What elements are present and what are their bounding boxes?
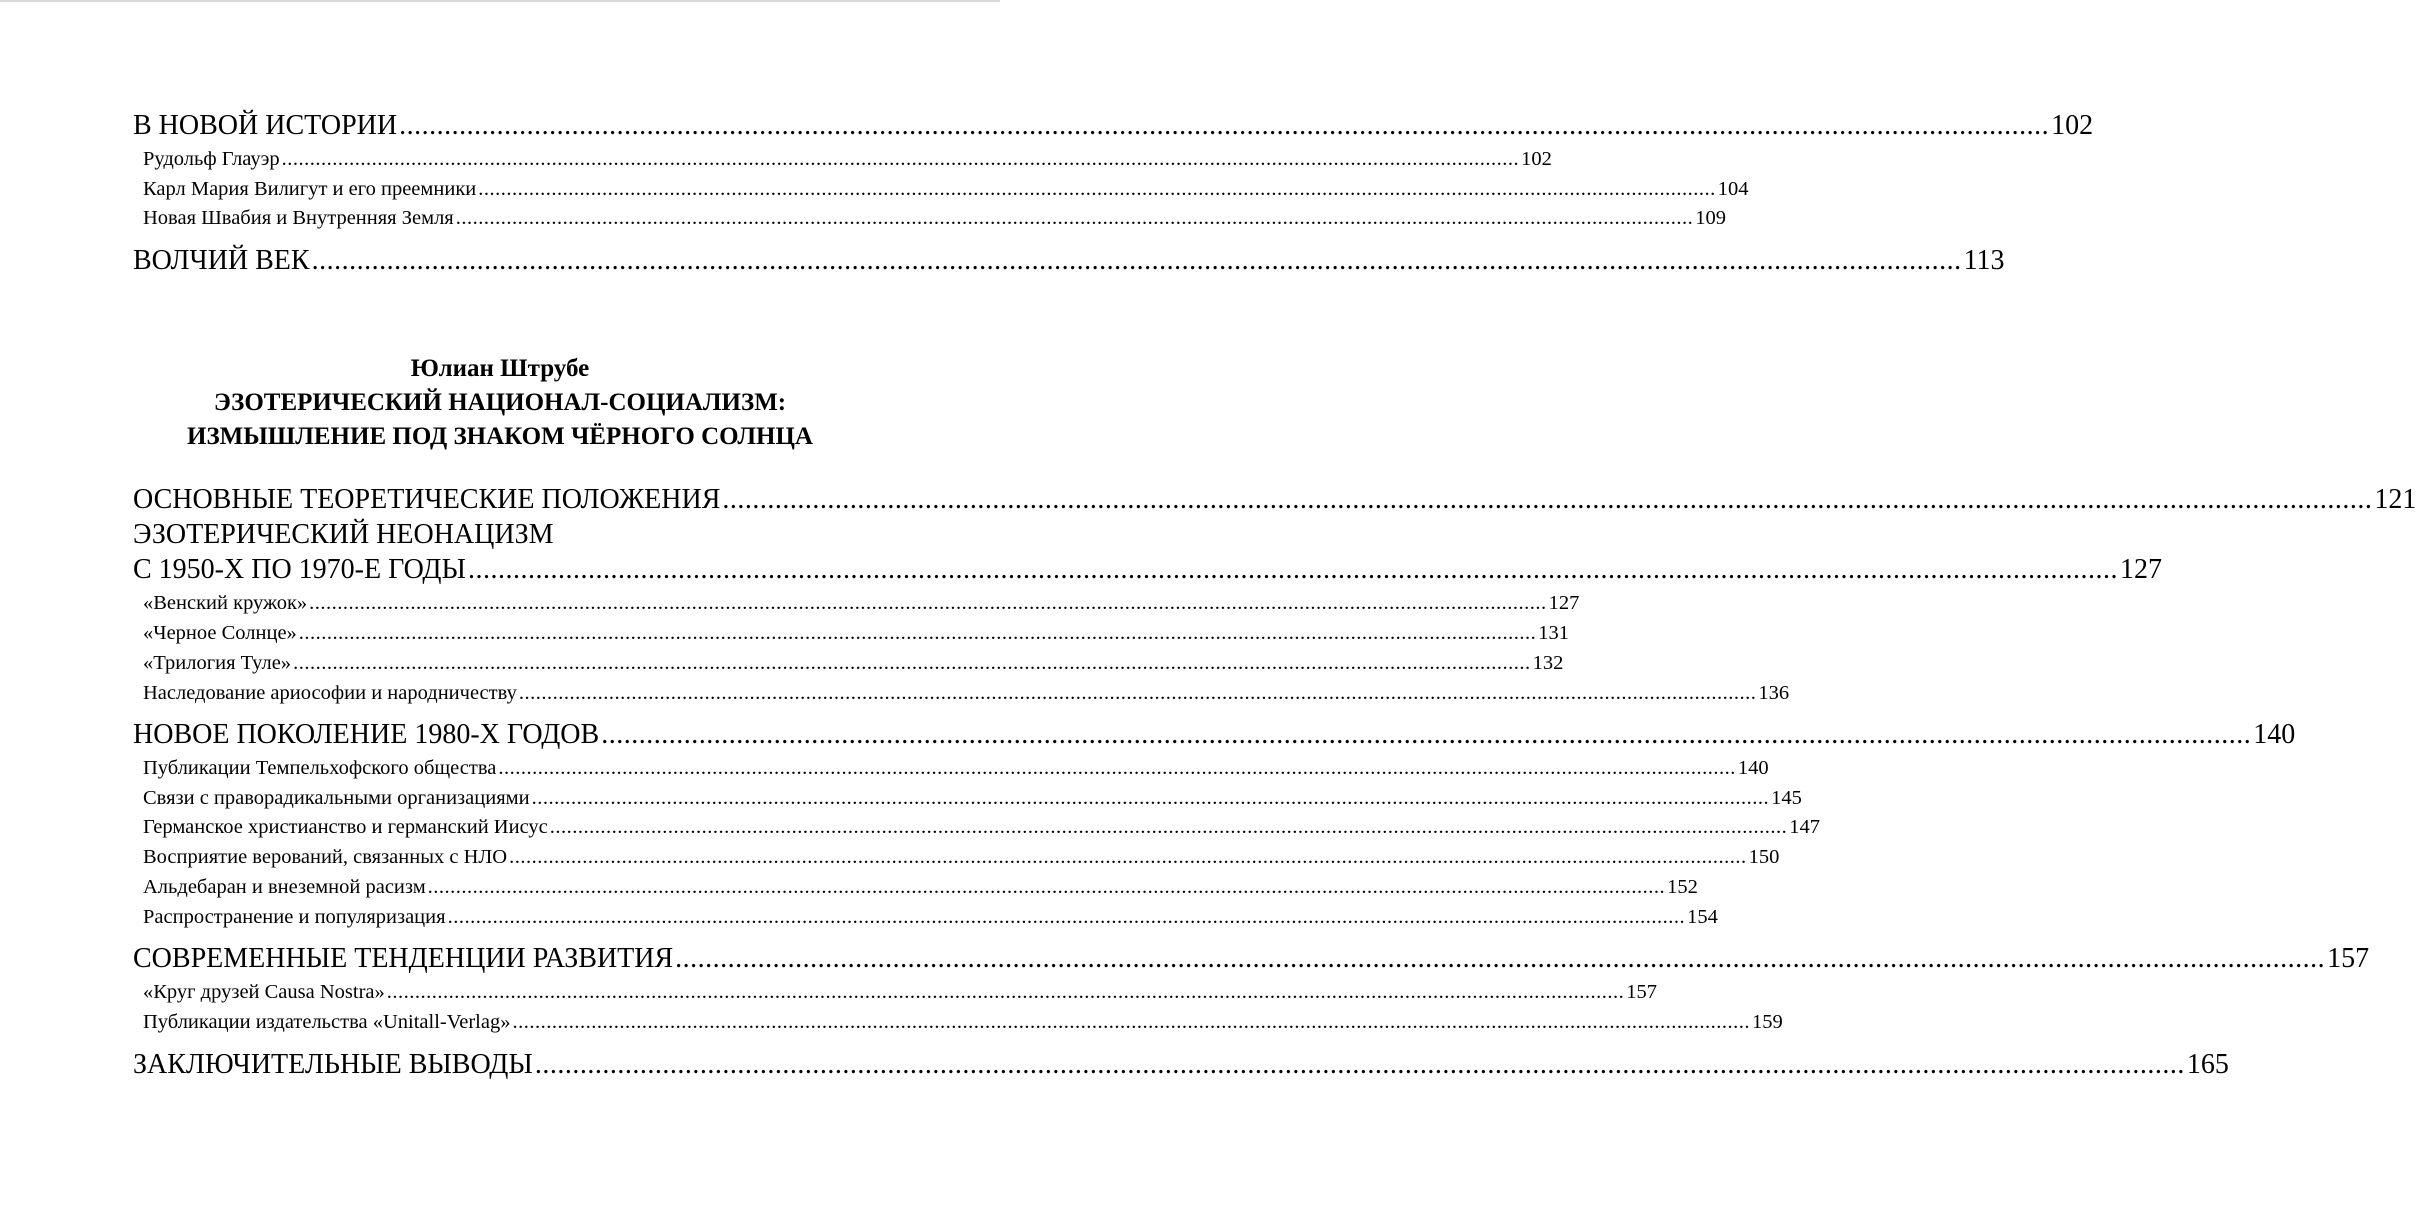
toc-entry [133,652,1564,675]
toc-entry-label: «Круг друзей Causa Nostra» [143,981,385,1003]
toc-entry-page: 157 [2327,943,2370,974]
toc-entry-label: Восприятие верований, связанных с НЛО [143,846,508,868]
toc-entry-page: 113 [1963,245,2005,276]
toc-entry [133,554,2162,586]
toc-leader-dots: ............................................................................................................................................................................................................................ [455,207,1694,229]
toc-leader-dots: ............................................................................................................................................................................................................................ [675,943,2326,974]
toc-entry-page: 152 [1667,876,1698,898]
toc-entry-page: 147 [1789,816,1821,838]
toc-entry-label: СОВРЕМЕННЫЕ ТЕНДЕНЦИИ РАЗВИТИЯ [133,943,674,974]
chapter-title-line-2: ИЗМЫШЛЕНИЕ ПОД ЗНАКОМ ЧЁРНОГО СОЛНЦА [187,423,813,450]
toc-entry-label: Рудольф Глауэр [143,148,280,170]
toc-entry-label: Карл Мария Вилигут и его преемники [143,178,477,200]
toc-entry [133,1049,2229,1081]
toc-leader-dots: ............................................................................................................................................................................................................................ [293,652,1531,674]
toc-leader-dots: ............................................................................................................................................................................................................................ [281,148,1520,170]
toc-leader-dots: ............................................................................................................................................................................................................................ [478,178,1716,200]
toc-entry [133,981,1658,1004]
toc-leader-dots: ............................................................................................................................................................................................................................ [498,757,1736,779]
chapter-title-line-1: ЭЗОТЕРИЧЕСКИЙ НАЦИОНАЛ-СОЦИАЛИЗМ: [213,389,787,416]
toc-leader-dots: ............................................................................................................................................................................................................................ [427,876,1666,898]
toc-entry-label: НОВОЕ ПОКОЛЕНИЕ 1980-Х ГОДОВ [133,719,600,750]
toc-leader-dots: ............................................................................................................................................................................................................................ [722,484,2373,515]
toc-leader-dots: ............................................................................................................................................................................................................................ [549,816,1788,838]
toc-entry-page: 136 [1758,682,1790,704]
toc-entry-page: 140 [2253,719,2296,750]
toc-entry-page: 159 [1751,1011,1783,1033]
toc-leader-dots: ............................................................................................................................................................................................................................ [399,110,2050,141]
toc-entry-label: ВОЛЧИЙ ВЕК [133,245,310,276]
toc-entry-label: ОСНОВНЫЕ ТЕОРЕТИЧЕСКИЕ ПОЛОЖЕНИЯ [133,484,721,515]
toc-entry [133,110,2094,142]
toc-entry-page: 109 [1695,207,1726,229]
toc-entry-page: 132 [1532,652,1564,674]
toc-entry-label: Публикации Темпельхофского общества [143,757,497,779]
toc-entry-page: 127 [1548,592,1580,614]
chapter-author: Юлиан Штрубе [410,355,590,382]
toc-entry [133,757,1769,780]
toc-entry-label: «Венский кружок» [143,592,308,614]
toc-entry [133,207,1726,230]
toc-leader-dots: ............................................................................................................................................................................................................................ [531,787,1770,809]
toc-entry-label: Наследование ариософии и народничеству [143,682,517,704]
toc-entry-page: 165 [2186,1049,2229,1080]
toc-entry-label: «Трилогия Туле» [143,652,292,674]
toc-entry-page: 145 [1771,787,1802,809]
toc-entry-page: 104 [1717,178,1749,200]
toc-entry-label: С 1950-Х ПО 1970-Е ГОДЫ [133,554,466,585]
toc-leader-dots: ............................................................................................................................................................................................................................ [512,1011,1750,1033]
toc-entry-label: Публикации издательства «Unitall-Verlag» [143,1011,511,1033]
toc-leader-dots: ............................................................................................................................................................................................................................ [509,846,1747,868]
toc-entry [133,1011,1783,1034]
toc-entry-label: Связи с праворадикальными организациями [143,787,530,809]
toc-leader-dots: ............................................................................................................................................................................................................................ [534,1049,2185,1080]
toc-entry [133,719,2296,751]
toc-leader-dots: ............................................................................................................................................................................................................................ [447,906,1686,928]
toc-entry-page: 102 [1521,148,1552,170]
page-top-border [0,0,1000,2]
toc-entry-label: В НОВОЙ ИСТОРИИ [133,110,398,141]
toc-leader-dots: ............................................................................................................................................................................................................................ [467,554,2118,585]
toc-leader-dots: ............................................................................................................................................................................................................................ [298,622,1537,644]
toc-entry [133,682,1790,705]
toc-entry [133,846,1780,869]
toc-entry-page: 121 [2374,484,2416,515]
toc-leader-dots: ............................................................................................................................................................................................................................ [518,682,1757,704]
toc-entry [133,943,2370,975]
toc-entry [133,592,1580,615]
toc-entry-page: 154 [1687,906,1718,928]
toc-entry-label: ЭЗОТЕРИЧЕСКИЙ НЕОНАЦИЗМ [133,519,554,550]
toc-leader-dots: ............................................................................................................................................................................................................................ [386,981,1625,1003]
toc-entry [133,245,2005,277]
toc-entry-label: Германское христианство и германский Иисус [143,816,548,838]
toc-entry [133,148,1552,171]
toc-entry [133,484,2416,516]
toc-entry [133,622,1570,645]
toc-leader-dots: ............................................................................................................................................................................................................................ [311,245,1962,276]
toc-entry-label: «Черное Солнце» [143,622,297,644]
toc-entry-label: Новая Швабия и Внутренняя Земля [143,207,454,229]
toc-entry-no-page [133,519,881,551]
toc-entry-page: 102 [2051,110,2094,141]
toc-entry-label: ЗАКЛЮЧИТЕЛЬНЫЕ ВЫВОДЫ [133,1049,533,1080]
toc-entry-page: 127 [2119,554,2162,585]
toc-entry [133,816,1821,839]
toc-entry-page: 131 [1538,622,1570,644]
toc-entry-page: 157 [1626,981,1658,1003]
toc-entry-label: Альдебаран и внеземной расизм [143,876,426,898]
toc-entry [133,906,1718,929]
toc-entry-label: Распространение и популяризация [143,906,446,928]
toc-entry [133,876,1698,899]
toc-leader-dots: ............................................................................................................................................................................................................................ [309,592,1547,614]
toc-leader-dots: ............................................................................................................................................................................................................................ [601,719,2252,750]
toc-entry [133,787,1802,810]
toc-entry-page: 150 [1748,846,1780,868]
toc-entry-page: 140 [1737,757,1769,779]
toc-entry [133,178,1749,201]
